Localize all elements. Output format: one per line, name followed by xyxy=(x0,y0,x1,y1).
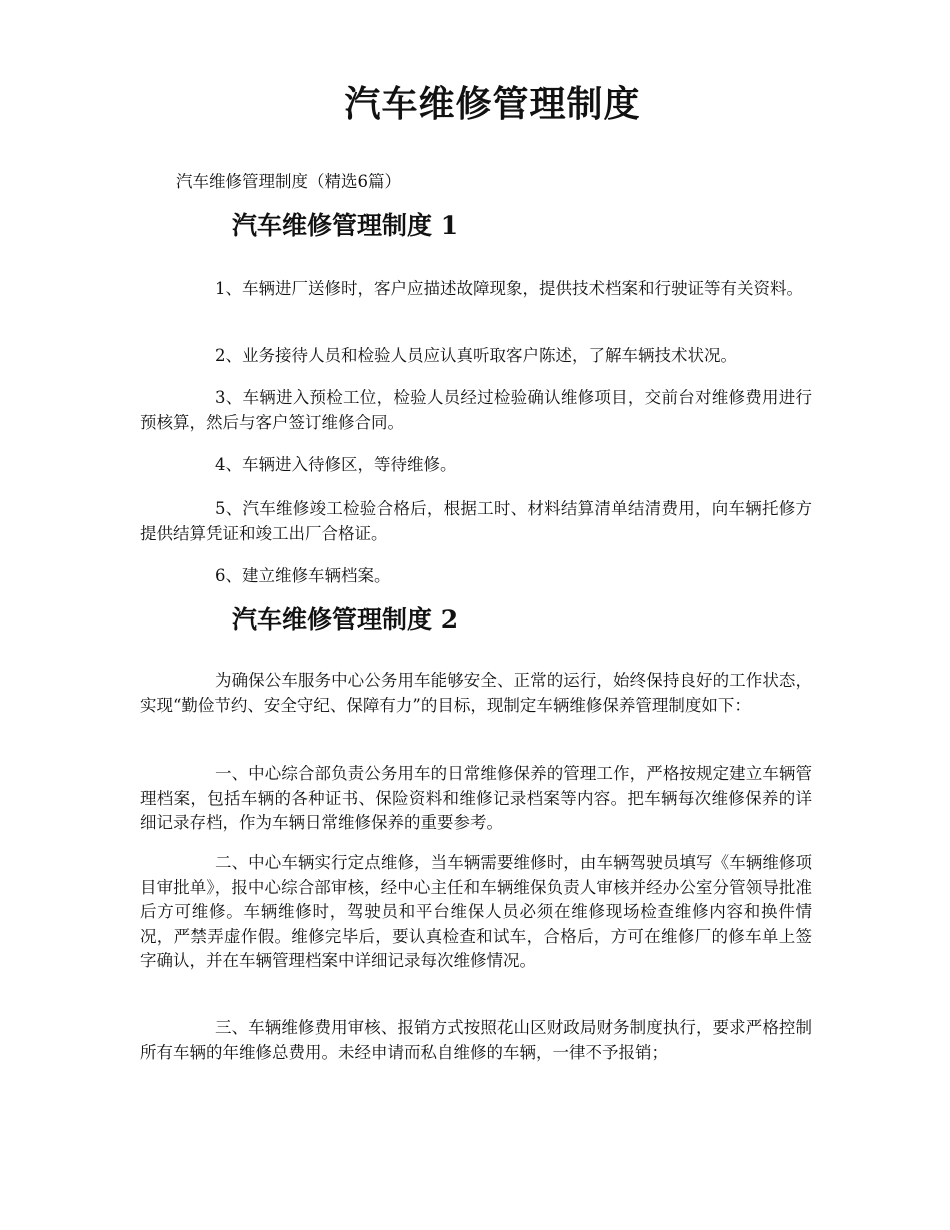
section-heading-2: 汽车维修管理制度 2 xyxy=(232,605,459,634)
paragraph: 1、车辆进厂送修时，客户应描述故障现象，提供技术档案和行驶证等有关资料。 xyxy=(215,279,803,298)
paragraph: 为确保公车服务中心公务用车能够安全、正常的运行，始终保持良好的工作状态，实现“勤俭节约、安全守纪、保障有力”的目标，现制定车辆维修保养管理制度如下： xyxy=(140,671,812,715)
paragraph: 3、车辆进入预检工位，检验人员经过检验确认维修项目，交前台对维修费用进行预核算，然后与客户签订维修合同。 xyxy=(140,388,812,432)
paragraph: 5、汽车维修竣工检验合格后，根据工时、材料结算清单结清费用，向车辆托修方提供结算凭证和竣工出厂合格证。 xyxy=(140,499,812,543)
paragraph: 6、建立维修车辆档案。 xyxy=(215,566,391,585)
paragraph: 2、业务接待人员和检验人员应认真听取客户陈述，了解车辆技术状况。 xyxy=(215,346,737,365)
paragraph: 二、中心车辆实行定点维修，当车辆需要维修时，由车辆驾驶员填写《车辆维修项目审批单》，报中心综合部审核，经中心主任和车辆维保负责人审核并经办公室分管领导批准后方可维修。车辆维修时，驾驶员和平台维保人员必须在维修现场检查维修内容和换件情况，严禁弄虚作假。维修完毕后，要认真检查和试车，合格后，方可在维修厂的修车单上签字确认，并在车辆管理档案中详细记录每次维修情况。 xyxy=(140,853,812,970)
section-heading-1: 汽车维修管理制度 1 xyxy=(232,211,459,240)
paragraph: 一、中心综合部负责公务用车的日常维修保养的管理工作，严格按规定建立车辆管理档案，包括车辆的各种证书、保险资料和维修记录档案等内容。把车辆每次维修保养的详细记录存档，作为车辆日常维修保养的重要参考。 xyxy=(140,764,812,832)
paragraph: 三、车辆维修费用审核、报销方式按照花山区财政局财务制度执行，要求严格控制所有车辆的年维修总费用。未经申请而私自维修的车辆，一律不予报销； xyxy=(140,1018,812,1062)
document-title: 汽车维修管理制度 xyxy=(344,83,641,125)
document-subtitle: 汽车维修管理制度（精选6篇） xyxy=(176,172,401,191)
paragraph: 4、车辆进入待修区，等待维修。 xyxy=(215,455,457,474)
